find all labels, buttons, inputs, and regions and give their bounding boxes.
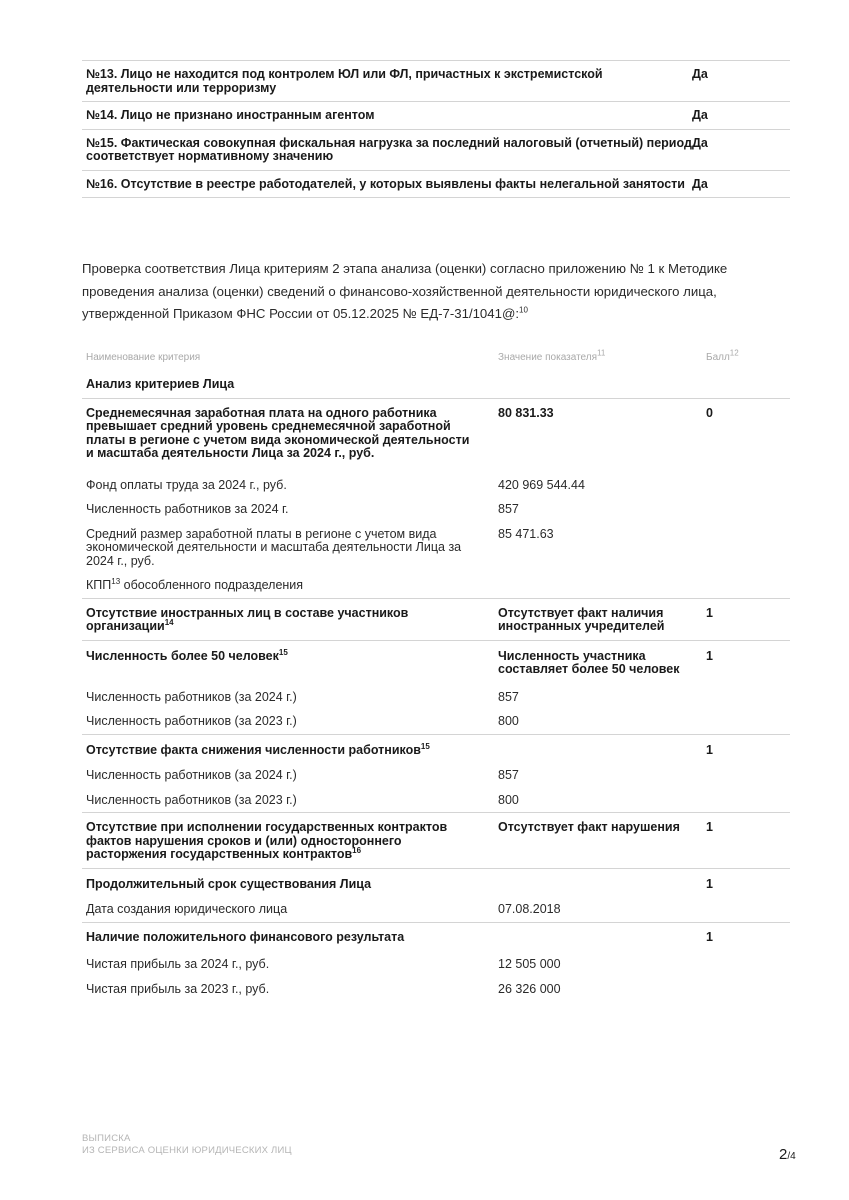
nodecrease-r1-value: 857	[498, 768, 519, 782]
salary-staff-value: 857	[498, 502, 519, 516]
salary-region-value: 85 471.63	[498, 526, 554, 541]
table-row	[82, 683, 790, 710]
page-total: /4	[787, 1151, 796, 1162]
table-row	[82, 130, 790, 171]
contracts-criterion-label	[82, 821, 498, 862]
intro-text: Проверка соответствия Лица критериям 2 этапа анализа (оценки) согласно приложению № 1 к Методике проведения анализа (оценки) сведений о финансово-хозяйственной деятельности юридического лица, утвержденной Приказом ФНС России от 05.12.2025 № ЕД-7-31/1041@:	[82, 261, 728, 321]
contracts-criterion-row	[82, 812, 790, 868]
table-row	[82, 709, 790, 734]
criterion-13-value: Да	[692, 67, 708, 81]
table-row	[82, 977, 790, 1002]
salary-fund-label: Фонд оплаты труда за 2024 г., руб.	[86, 477, 287, 492]
nodecrease-label-text: Отсутствие факта снижения численности работников	[86, 742, 421, 757]
criteria-table	[82, 372, 790, 1001]
header-criterion-name: Наименование критерия	[86, 352, 201, 363]
lifetime-r1-label: Дата создания юридического лица	[86, 902, 288, 916]
over50-r1-value: 857	[498, 689, 519, 704]
nodecrease-r1-label: Численность работников (за 2024 г.)	[86, 768, 297, 782]
header-indicator-text: Значение показателя	[498, 352, 598, 363]
over50-criterion-score: 1	[706, 648, 713, 663]
foreign-criterion-label	[82, 607, 498, 634]
lifetime-criterion-row	[82, 868, 790, 898]
criterion-14-label: №14. Лицо не признано иностранным агентом	[86, 108, 375, 122]
footer-line-2: ИЗ СЕРВИСА ОЦЕНКИ ЮРИДИЧЕСКИХ ЛИЦ	[82, 1145, 292, 1156]
salary-criterion-label: Среднемесячная заработная плата на одного работника превышает средний уровень среднемесячной заработной платы в регионе с учетом вида экономической деятельности и масштаба деятельности Лица за 2024 г., руб.	[86, 405, 470, 460]
criterion-14-value: Да	[692, 108, 708, 122]
table-row	[82, 102, 790, 130]
page-current: 2	[779, 1146, 788, 1163]
footer-label	[82, 1133, 292, 1157]
section-title: Анализ критериев Лица	[86, 377, 235, 391]
foreign-footnote: 14	[164, 617, 174, 627]
salary-region-label: Средний размер заработной платы в регионе с учетом вида экономической деятельности и масштаба деятельности Лица за 2024 г., руб.	[86, 526, 462, 568]
intro-footnote: 10	[519, 305, 528, 315]
nodecrease-r2-label: Численность работников (за 2023 г.)	[86, 792, 297, 807]
header-score-fn: 12	[729, 348, 739, 358]
over50-criterion-label	[82, 647, 498, 677]
kpp-label-a: КПП	[86, 578, 112, 592]
table-row	[82, 60, 790, 102]
table-row	[82, 522, 790, 574]
contracts-criterion-value: Отсутствует факт нарушения	[498, 820, 680, 834]
top-criteria-table	[82, 60, 790, 198]
foreign-criterion-score: 1	[706, 605, 713, 620]
salary-criterion-value: 80 831.33	[498, 405, 554, 420]
salary-staff-label: Численность работников за 2024 г.	[86, 502, 289, 516]
table-row	[82, 467, 790, 498]
over50-criterion-row	[82, 640, 790, 683]
over50-label-text: Численность более 50 человек	[86, 648, 279, 663]
criterion-15-value: Да	[692, 135, 708, 150]
lifetime-criterion-label: Продолжительный срок существования Лица	[86, 876, 372, 891]
header-indicator-value	[498, 348, 706, 363]
kpp-label-b: обособленного подразделения	[120, 578, 304, 592]
table-row	[82, 573, 790, 598]
table-row	[82, 897, 790, 922]
profit-criterion-row	[82, 922, 790, 951]
table-row	[82, 171, 790, 199]
over50-criterion-value: Численность участника составляет более 50 человек	[498, 648, 680, 676]
over50-r2-value: 800	[498, 714, 519, 728]
criterion-15-label: №15. Фактическая совокупная фискальная нагрузка за последний налоговый (отчетный) период соответствует нормативному значению	[86, 135, 692, 163]
section-title-row	[82, 372, 790, 398]
header-indicator-fn: 11	[597, 348, 606, 358]
criterion-16-label: №16. Отсутствие в реестре работодателей, у которых выявлены факты нелегальной занятости	[86, 176, 685, 191]
lifetime-criterion-score: 1	[706, 876, 713, 891]
over50-footnote: 15	[278, 647, 288, 657]
table-row	[82, 763, 790, 788]
profit-r1-label: Чистая прибыль за 2024 г., руб.	[86, 957, 270, 971]
table-row	[82, 950, 790, 977]
criterion-13-label: №13. Лицо не находится под контролем ЮЛ или ФЛ, причастных к экстремистской деятельности или терроризму	[86, 67, 603, 95]
header-score-text: Балл	[706, 352, 730, 363]
kpp-footnote: 13	[111, 576, 121, 586]
table-row	[82, 788, 790, 813]
lifetime-r1-value: 07.08.2018	[498, 902, 561, 916]
foreign-label-text: Отсутствие иностранных лиц в составе участников организации	[86, 605, 409, 633]
criterion-16-value: Да	[692, 176, 708, 191]
nodecrease-criterion-row	[82, 734, 790, 764]
profit-r2-value: 26 326 000	[498, 981, 561, 996]
intro-paragraph	[82, 258, 782, 326]
nodecrease-r2-value: 800	[498, 792, 519, 807]
foreign-criterion-value: Отсутствует факт наличия иностранных учредителей	[498, 605, 665, 633]
salary-criterion-row	[82, 398, 790, 467]
contracts-footnote: 16	[352, 845, 362, 855]
salary-criterion-score: 0	[706, 405, 713, 420]
kpp-label	[82, 576, 498, 593]
foreign-criterion-row	[82, 598, 790, 640]
contracts-criterion-score: 1	[706, 820, 713, 834]
profit-r2-label: Чистая прибыль за 2023 г., руб.	[86, 981, 270, 996]
nodecrease-criterion-score: 1	[706, 742, 713, 757]
over50-r1-label: Численность работников (за 2024 г.)	[86, 689, 297, 704]
profit-criterion-score: 1	[706, 929, 713, 944]
criteria-table-header	[82, 348, 790, 363]
nodecrease-criterion-label	[82, 741, 498, 758]
footer-line-1: ВЫПИСКА	[82, 1133, 131, 1144]
profit-criterion-label: Наличие положительного финансового результата	[86, 929, 405, 944]
salary-fund-value: 420 969 544.44	[498, 477, 585, 492]
header-score	[706, 348, 790, 363]
contracts-label-text: Отсутствие при исполнении государственных контрактов фактов нарушения сроков и (или) одностороннего расторжения государственных контрактов	[86, 820, 448, 861]
nodecrease-footnote: 15	[420, 741, 430, 751]
page-number	[779, 1146, 796, 1163]
profit-r1-value: 12 505 000	[498, 957, 561, 971]
over50-r2-label: Численность работников (за 2023 г.)	[86, 714, 297, 728]
table-row	[82, 497, 790, 522]
